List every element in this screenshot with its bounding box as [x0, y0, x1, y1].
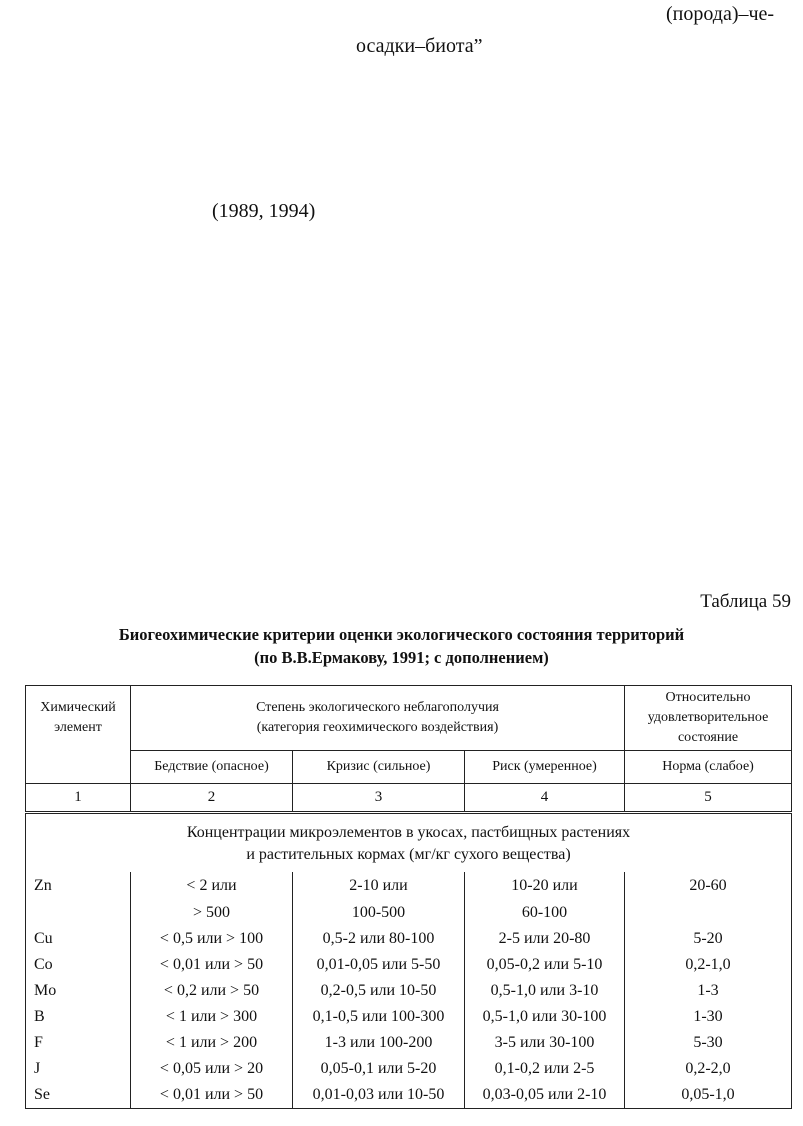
- header-relative-line-3: состояние: [677, 730, 739, 745]
- cell-risk: 0,5-1,0 или 3-10: [465, 978, 625, 1004]
- cell-norm: 0,2-2,0: [625, 1056, 792, 1082]
- header-element-line-2: элемент: [54, 720, 102, 735]
- section-heading-line-1: Концентрации микроэлементов в укосах, пастбищных растениях: [186, 824, 631, 841]
- cell-crisis: 1-3 или 100-200: [293, 1030, 465, 1056]
- cell-risk: 60-100: [465, 900, 625, 926]
- column-number-3: 3: [293, 784, 465, 813]
- cell-crisis: 2-10 или: [293, 872, 465, 900]
- table-row: [26, 1082, 792, 1109]
- cell-crisis: 0,1-0,5 или 100-300: [293, 1004, 465, 1030]
- text-fragment-1: (порода)–че-: [666, 3, 775, 25]
- header-degree: [131, 686, 625, 751]
- table-number: Таблица 59: [700, 591, 791, 612]
- header-element-line-1: Химический: [40, 700, 116, 715]
- text-fragment-2: осадки–биота”: [356, 35, 483, 57]
- table-row: [26, 1004, 792, 1030]
- cell-crisis: 0,5-2 или 80-100: [293, 926, 465, 952]
- cell-element: B: [26, 1004, 131, 1030]
- cell-disaster: < 0,01 или > 50: [131, 1082, 293, 1109]
- header-relative: [625, 686, 792, 751]
- column-number-1: 1: [26, 784, 131, 813]
- cell-norm: 1-30: [625, 1004, 792, 1030]
- column-number-4: 4: [465, 784, 625, 813]
- cell-disaster: < 0,05 или > 20: [131, 1056, 293, 1082]
- header-sub-risk: Риск (умеренное): [465, 751, 625, 784]
- cell-element: Mo: [26, 978, 131, 1004]
- table-row: [26, 978, 792, 1004]
- text-fragment-3: (1989, 1994): [212, 200, 316, 222]
- table-row: [26, 872, 792, 900]
- column-number-2: 2: [131, 784, 293, 813]
- table-row: [26, 1056, 792, 1082]
- header-sub-norm: Норма (слабое): [625, 751, 792, 784]
- cell-norm: 5-30: [625, 1030, 792, 1056]
- criteria-table: [25, 685, 792, 1109]
- section-heading-line-2: и растительных кормах (мг/кг сухого вещества): [246, 846, 571, 863]
- cell-risk: 0,05-0,2 или 5-10: [465, 952, 625, 978]
- cell-risk: 0,5-1,0 или 30-100: [465, 1004, 625, 1030]
- cell-element: [26, 900, 131, 926]
- header-relative-line-2: удовлетворительное: [647, 710, 769, 725]
- cell-disaster: < 1 или > 200: [131, 1030, 293, 1056]
- cell-element: Se: [26, 1082, 131, 1109]
- table-caption-line-2: (по В.В.Ермакову, 1991; с дополнением): [254, 648, 549, 667]
- cell-disaster: < 2 или: [131, 872, 293, 900]
- cell-risk: 2-5 или 20-80: [465, 926, 625, 952]
- cell-crisis: 0,2-0,5 или 10-50: [293, 978, 465, 1004]
- cell-element: Zn: [26, 872, 131, 900]
- table-row: [26, 1030, 792, 1056]
- cell-crisis: 100-500: [293, 900, 465, 926]
- cell-norm: 20-60: [625, 872, 792, 900]
- cell-disaster: > 500: [131, 900, 293, 926]
- cell-disaster: < 0,2 или > 50: [131, 978, 293, 1004]
- table-row: [26, 926, 792, 952]
- header-degree-line-2: (категория геохимического воздействия): [256, 720, 499, 735]
- column-number-5: 5: [625, 784, 792, 813]
- cell-disaster: < 0,5 или > 100: [131, 926, 293, 952]
- cell-element: Co: [26, 952, 131, 978]
- header-sub-disaster: Бедствие (опасное): [131, 751, 293, 784]
- cell-element: J: [26, 1056, 131, 1082]
- cell-risk: 3-5 или 30-100: [465, 1030, 625, 1056]
- cell-crisis: 0,05-0,1 или 5-20: [293, 1056, 465, 1082]
- cell-norm: 0,05-1,0: [625, 1082, 792, 1109]
- table-row: [26, 952, 792, 978]
- header-sub-crisis: Кризис (сильное): [293, 751, 465, 784]
- table-caption-line-1: Биогеохимические критерии оценки экологического состояния территорий: [118, 625, 685, 644]
- cell-risk: 0,03-0,05 или 2-10: [465, 1082, 625, 1109]
- header-degree-line-1: Степень экологического неблагополучия: [256, 700, 499, 715]
- cell-element: Cu: [26, 926, 131, 952]
- header-relative-line-1: Относительно: [665, 690, 751, 705]
- section-heading: [26, 813, 792, 873]
- cell-norm: 0,2-1,0: [625, 952, 792, 978]
- cell-risk: 0,1-0,2 или 2-5: [465, 1056, 625, 1082]
- cell-norm: [625, 900, 792, 926]
- cell-norm: 5-20: [625, 926, 792, 952]
- cell-crisis: 0,01-0,03 или 10-50: [293, 1082, 465, 1109]
- header-element: [26, 686, 131, 784]
- cell-disaster: < 0,01 или > 50: [131, 952, 293, 978]
- cell-disaster: < 1 или > 300: [131, 1004, 293, 1030]
- cell-norm: 1-3: [625, 978, 792, 1004]
- table-row: [26, 900, 792, 926]
- cell-crisis: 0,01-0,05 или 5-50: [293, 952, 465, 978]
- cell-element: F: [26, 1030, 131, 1056]
- cell-risk: 10-20 или: [465, 872, 625, 900]
